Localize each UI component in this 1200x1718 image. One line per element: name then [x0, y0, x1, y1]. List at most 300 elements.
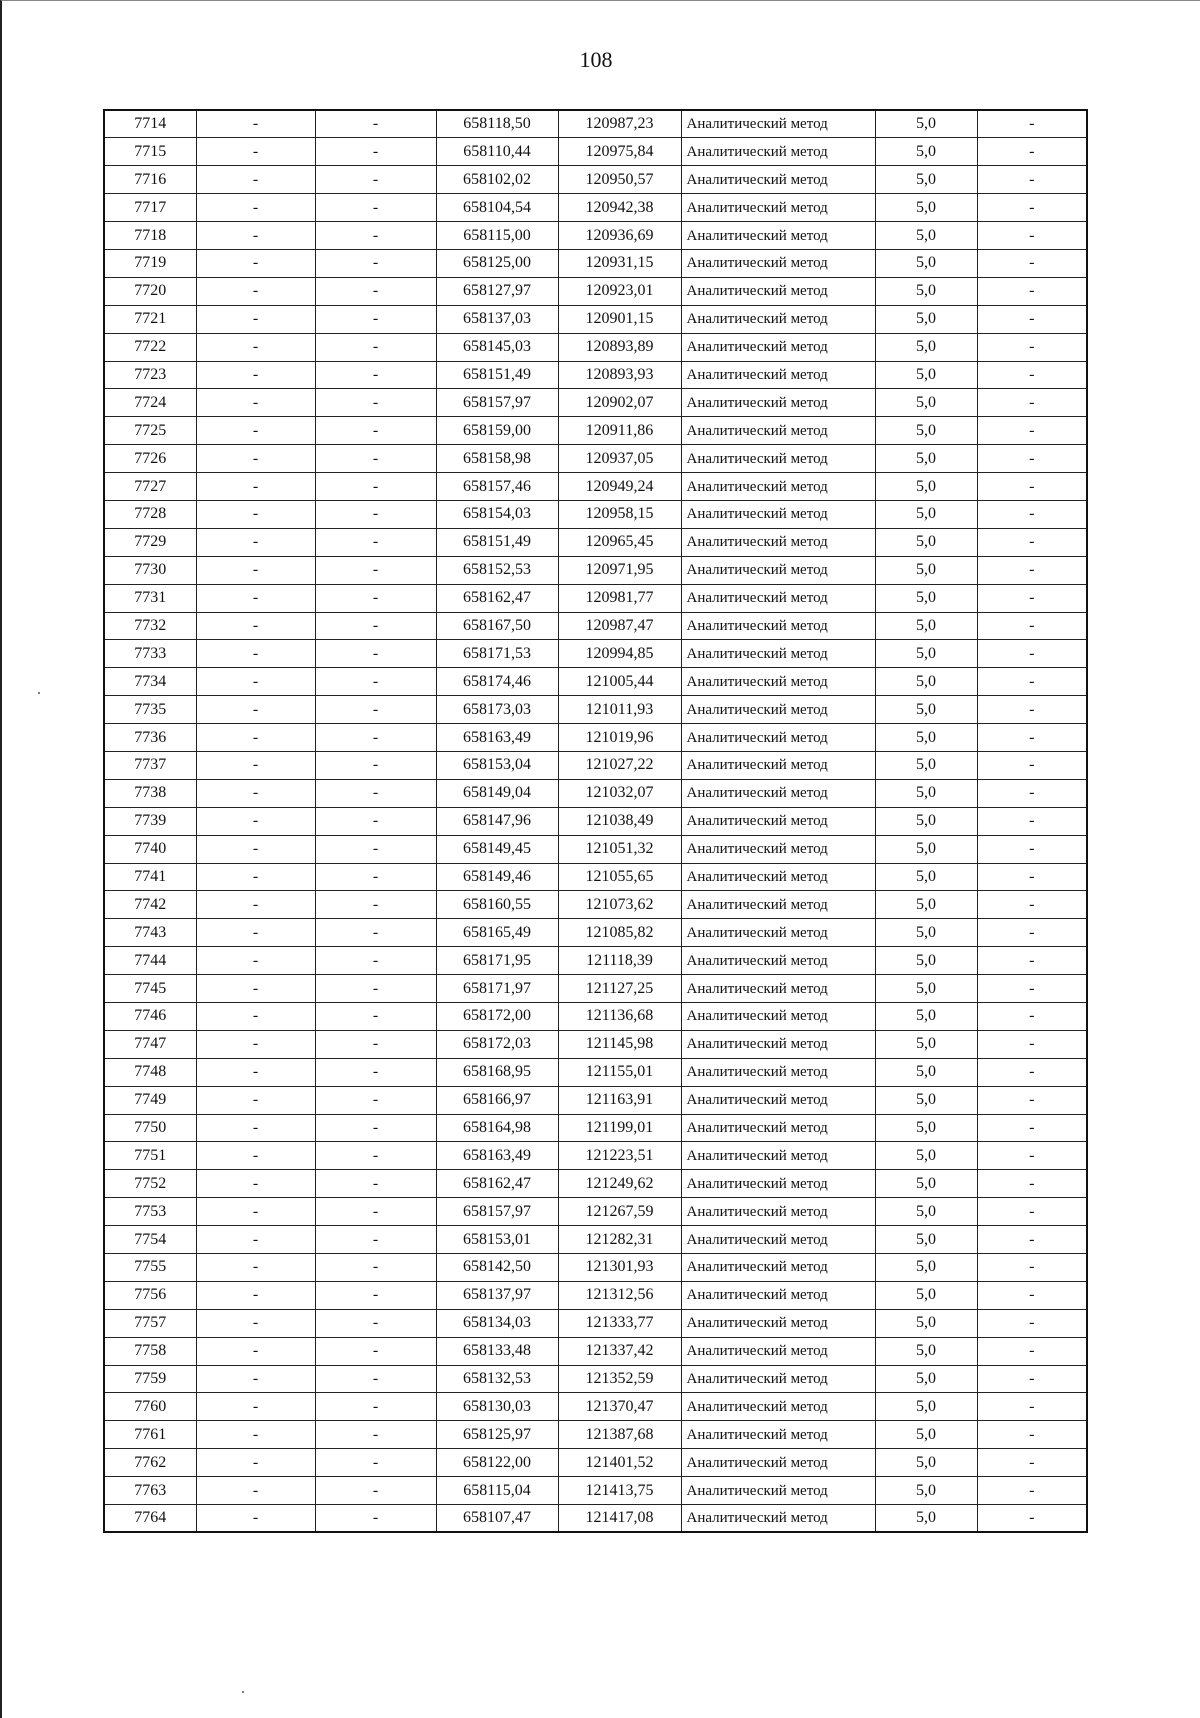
cell-coord-y: 121155,01	[558, 1058, 681, 1086]
cell-col-blank-2: -	[315, 556, 436, 584]
cell-col-blank-1: -	[196, 110, 315, 138]
cell-accuracy: 5,0	[875, 751, 977, 779]
cell-coord-x: 658151,49	[436, 528, 558, 556]
scan-speck	[242, 1691, 244, 1693]
table-row	[104, 1449, 1087, 1477]
table-row	[104, 417, 1087, 445]
cell-point-number: 7733	[104, 640, 196, 668]
cell-method: Аналитический метод	[681, 1058, 875, 1086]
cell-point-number: 7749	[104, 1086, 196, 1114]
cell-col-blank-3: -	[977, 528, 1087, 556]
cell-point-number: 7747	[104, 1030, 196, 1058]
cell-coord-y: 120893,93	[558, 361, 681, 389]
cell-coord-x: 658157,97	[436, 1198, 558, 1226]
cell-coord-y: 120936,69	[558, 222, 681, 250]
cell-col-blank-1: -	[196, 1226, 315, 1254]
cell-col-blank-1: -	[196, 445, 315, 473]
cell-method: Аналитический метод	[681, 1421, 875, 1449]
cell-accuracy: 5,0	[875, 473, 977, 501]
cell-col-blank-1: -	[196, 138, 315, 166]
cell-point-number: 7760	[104, 1393, 196, 1421]
cell-coord-y: 120923,01	[558, 277, 681, 305]
cell-coord-x: 658159,00	[436, 417, 558, 445]
cell-col-blank-1: -	[196, 696, 315, 724]
cell-col-blank-2: -	[315, 919, 436, 947]
cell-col-blank-3: -	[977, 807, 1087, 835]
cell-coord-y: 120949,24	[558, 473, 681, 501]
cell-coord-y: 120958,15	[558, 500, 681, 528]
cell-point-number: 7726	[104, 445, 196, 473]
cell-point-number: 7724	[104, 389, 196, 417]
cell-point-number: 7729	[104, 528, 196, 556]
cell-col-blank-3: -	[977, 445, 1087, 473]
cell-coord-y: 121312,56	[558, 1281, 681, 1309]
cell-coord-y: 121051,32	[558, 835, 681, 863]
cell-method: Аналитический метод	[681, 807, 875, 835]
cell-coord-x: 658132,53	[436, 1365, 558, 1393]
table-row	[104, 528, 1087, 556]
cell-method: Аналитический метод	[681, 668, 875, 696]
cell-col-blank-3: -	[977, 166, 1087, 194]
cell-coord-x: 658125,97	[436, 1421, 558, 1449]
cell-accuracy: 5,0	[875, 1058, 977, 1086]
table-row	[104, 1477, 1087, 1505]
cell-accuracy: 5,0	[875, 194, 977, 222]
cell-coord-x: 658122,00	[436, 1449, 558, 1477]
cell-col-blank-1: -	[196, 668, 315, 696]
cell-coord-x: 658172,03	[436, 1030, 558, 1058]
cell-method: Аналитический метод	[681, 249, 875, 277]
cell-coord-x: 658163,49	[436, 724, 558, 752]
cell-col-blank-3: -	[977, 1393, 1087, 1421]
cell-method: Аналитический метод	[681, 222, 875, 250]
cell-col-blank-2: -	[315, 724, 436, 752]
cell-coord-x: 658173,03	[436, 696, 558, 724]
cell-coord-x: 658118,50	[436, 110, 558, 138]
cell-col-blank-3: -	[977, 835, 1087, 863]
cell-coord-y: 121249,62	[558, 1170, 681, 1198]
cell-col-blank-2: -	[315, 891, 436, 919]
cell-method: Аналитический метод	[681, 473, 875, 501]
cell-col-blank-1: -	[196, 640, 315, 668]
cell-point-number: 7738	[104, 779, 196, 807]
cell-accuracy: 5,0	[875, 528, 977, 556]
cell-point-number: 7762	[104, 1449, 196, 1477]
cell-col-blank-1: -	[196, 222, 315, 250]
cell-point-number: 7735	[104, 696, 196, 724]
cell-col-blank-3: -	[977, 277, 1087, 305]
cell-method: Аналитический метод	[681, 500, 875, 528]
cell-coord-x: 658145,03	[436, 333, 558, 361]
cell-point-number: 7741	[104, 863, 196, 891]
cell-col-blank-2: -	[315, 1337, 436, 1365]
cell-method: Аналитический метод	[681, 1226, 875, 1254]
cell-col-blank-3: -	[977, 640, 1087, 668]
table-row	[104, 724, 1087, 752]
table-row	[104, 1281, 1087, 1309]
cell-coord-x: 658102,02	[436, 166, 558, 194]
cell-point-number: 7725	[104, 417, 196, 445]
cell-col-blank-1: -	[196, 1365, 315, 1393]
cell-point-number: 7758	[104, 1337, 196, 1365]
cell-col-blank-3: -	[977, 1281, 1087, 1309]
table-row	[104, 249, 1087, 277]
cell-coord-x: 658165,49	[436, 919, 558, 947]
cell-coord-y: 120965,45	[558, 528, 681, 556]
cell-coord-y: 120994,85	[558, 640, 681, 668]
cell-method: Аналитический метод	[681, 110, 875, 138]
cell-method: Аналитический метод	[681, 1393, 875, 1421]
cell-accuracy: 5,0	[875, 166, 977, 194]
cell-point-number: 7756	[104, 1281, 196, 1309]
cell-col-blank-1: -	[196, 1142, 315, 1170]
table-row	[104, 277, 1087, 305]
cell-col-blank-3: -	[977, 891, 1087, 919]
table-row	[104, 584, 1087, 612]
cell-col-blank-2: -	[315, 277, 436, 305]
table-row	[104, 863, 1087, 891]
cell-method: Аналитический метод	[681, 138, 875, 166]
cell-method: Аналитический метод	[681, 333, 875, 361]
cell-coord-x: 658158,98	[436, 445, 558, 473]
cell-accuracy: 5,0	[875, 556, 977, 584]
cell-coord-y: 120942,38	[558, 194, 681, 222]
cell-accuracy: 5,0	[875, 668, 977, 696]
cell-point-number: 7764	[104, 1505, 196, 1533]
cell-col-blank-3: -	[977, 779, 1087, 807]
table-row	[104, 222, 1087, 250]
table-row	[104, 1226, 1087, 1254]
cell-col-blank-3: -	[977, 1421, 1087, 1449]
cell-accuracy: 5,0	[875, 445, 977, 473]
cell-col-blank-2: -	[315, 1198, 436, 1226]
cell-coord-x: 658125,00	[436, 249, 558, 277]
cell-col-blank-2: -	[315, 863, 436, 891]
cell-coord-y: 121011,93	[558, 696, 681, 724]
cell-col-blank-3: -	[977, 1003, 1087, 1031]
cell-col-blank-1: -	[196, 1421, 315, 1449]
table-row	[104, 1058, 1087, 1086]
cell-coord-y: 121027,22	[558, 751, 681, 779]
cell-accuracy: 5,0	[875, 696, 977, 724]
cell-method: Аналитический метод	[681, 1003, 875, 1031]
cell-col-blank-2: -	[315, 1421, 436, 1449]
cell-col-blank-1: -	[196, 863, 315, 891]
cell-method: Аналитический метод	[681, 1365, 875, 1393]
cell-method: Аналитический метод	[681, 417, 875, 445]
cell-method: Аналитический метод	[681, 1142, 875, 1170]
cell-col-blank-1: -	[196, 249, 315, 277]
table-row	[104, 445, 1087, 473]
cell-coord-x: 658149,04	[436, 779, 558, 807]
table-row	[104, 1337, 1087, 1365]
cell-accuracy: 5,0	[875, 807, 977, 835]
cell-col-blank-2: -	[315, 249, 436, 277]
cell-col-blank-1: -	[196, 1058, 315, 1086]
cell-accuracy: 5,0	[875, 779, 977, 807]
cell-point-number: 7739	[104, 807, 196, 835]
table-row	[104, 612, 1087, 640]
cell-col-blank-1: -	[196, 1003, 315, 1031]
cell-point-number: 7757	[104, 1309, 196, 1337]
cell-col-blank-3: -	[977, 249, 1087, 277]
cell-col-blank-3: -	[977, 500, 1087, 528]
cell-col-blank-3: -	[977, 1058, 1087, 1086]
cell-col-blank-3: -	[977, 751, 1087, 779]
cell-col-blank-3: -	[977, 194, 1087, 222]
cell-coord-x: 658115,00	[436, 222, 558, 250]
cell-col-blank-2: -	[315, 947, 436, 975]
cell-accuracy: 5,0	[875, 1309, 977, 1337]
cell-col-blank-1: -	[196, 835, 315, 863]
cell-col-blank-3: -	[977, 1114, 1087, 1142]
table-row	[104, 751, 1087, 779]
cell-coord-x: 658149,45	[436, 835, 558, 863]
cell-coord-x: 658110,44	[436, 138, 558, 166]
cell-col-blank-2: -	[315, 110, 436, 138]
cell-coord-y: 121387,68	[558, 1421, 681, 1449]
cell-coord-y: 121417,08	[558, 1505, 681, 1533]
cell-col-blank-2: -	[315, 1142, 436, 1170]
cell-method: Аналитический метод	[681, 1114, 875, 1142]
cell-point-number: 7736	[104, 724, 196, 752]
cell-method: Аналитический метод	[681, 696, 875, 724]
cell-point-number: 7750	[104, 1114, 196, 1142]
cell-accuracy: 5,0	[875, 417, 977, 445]
cell-method: Аналитический метод	[681, 1505, 875, 1533]
cell-col-blank-2: -	[315, 528, 436, 556]
cell-col-blank-2: -	[315, 668, 436, 696]
cell-col-blank-2: -	[315, 696, 436, 724]
cell-method: Аналитический метод	[681, 277, 875, 305]
cell-col-blank-2: -	[315, 1281, 436, 1309]
cell-col-blank-3: -	[977, 1505, 1087, 1533]
cell-accuracy: 5,0	[875, 277, 977, 305]
cell-col-blank-3: -	[977, 863, 1087, 891]
cell-method: Аналитический метод	[681, 389, 875, 417]
cell-coord-x: 658147,96	[436, 807, 558, 835]
cell-col-blank-2: -	[315, 500, 436, 528]
table-row	[104, 835, 1087, 863]
table-row	[104, 194, 1087, 222]
cell-coord-x: 658130,03	[436, 1393, 558, 1421]
cell-accuracy: 5,0	[875, 1505, 977, 1533]
table-row	[104, 110, 1087, 138]
table-row	[104, 1142, 1087, 1170]
cell-col-blank-2: -	[315, 166, 436, 194]
cell-col-blank-3: -	[977, 305, 1087, 333]
cell-col-blank-3: -	[977, 361, 1087, 389]
cell-col-blank-2: -	[315, 751, 436, 779]
cell-accuracy: 5,0	[875, 724, 977, 752]
cell-point-number: 7744	[104, 947, 196, 975]
cell-col-blank-2: -	[315, 389, 436, 417]
cell-col-blank-2: -	[315, 1309, 436, 1337]
cell-coord-y: 121136,68	[558, 1003, 681, 1031]
cell-col-blank-2: -	[315, 1449, 436, 1477]
table-row	[104, 1393, 1087, 1421]
cell-accuracy: 5,0	[875, 110, 977, 138]
cell-coord-x: 658157,97	[436, 389, 558, 417]
cell-point-number: 7714	[104, 110, 196, 138]
cell-col-blank-1: -	[196, 305, 315, 333]
cell-col-blank-1: -	[196, 779, 315, 807]
cell-accuracy: 5,0	[875, 1003, 977, 1031]
cell-col-blank-3: -	[977, 696, 1087, 724]
cell-accuracy: 5,0	[875, 1254, 977, 1282]
cell-coord-y: 121199,01	[558, 1114, 681, 1142]
cell-col-blank-2: -	[315, 584, 436, 612]
cell-method: Аналитический метод	[681, 361, 875, 389]
cell-coord-y: 120937,05	[558, 445, 681, 473]
cell-method: Аналитический метод	[681, 1281, 875, 1309]
cell-coord-x: 658168,95	[436, 1058, 558, 1086]
cell-col-blank-3: -	[977, 1226, 1087, 1254]
cell-method: Аналитический метод	[681, 1086, 875, 1114]
cell-col-blank-1: -	[196, 724, 315, 752]
table-row	[104, 640, 1087, 668]
table-row	[104, 1254, 1087, 1282]
cell-coord-x: 658167,50	[436, 612, 558, 640]
cell-method: Аналитический метод	[681, 724, 875, 752]
table-row	[104, 333, 1087, 361]
cell-coord-y: 121055,65	[558, 863, 681, 891]
cell-col-blank-1: -	[196, 1449, 315, 1477]
cell-col-blank-2: -	[315, 807, 436, 835]
cell-coord-x: 658151,49	[436, 361, 558, 389]
cell-coord-y: 121352,59	[558, 1365, 681, 1393]
table-row	[104, 696, 1087, 724]
cell-point-number: 7715	[104, 138, 196, 166]
cell-method: Аналитический метод	[681, 1030, 875, 1058]
cell-coord-x: 658162,47	[436, 1170, 558, 1198]
table-row	[104, 556, 1087, 584]
cell-coord-x: 658142,50	[436, 1254, 558, 1282]
cell-method: Аналитический метод	[681, 751, 875, 779]
cell-col-blank-1: -	[196, 891, 315, 919]
coordinates-table	[103, 109, 1088, 1533]
cell-col-blank-1: -	[196, 807, 315, 835]
cell-accuracy: 5,0	[875, 1393, 977, 1421]
cell-accuracy: 5,0	[875, 1030, 977, 1058]
table-row	[104, 919, 1087, 947]
cell-point-number: 7722	[104, 333, 196, 361]
table-row	[104, 668, 1087, 696]
cell-col-blank-1: -	[196, 500, 315, 528]
cell-coord-y: 120911,86	[558, 417, 681, 445]
cell-col-blank-2: -	[315, 305, 436, 333]
table-row	[104, 361, 1087, 389]
cell-col-blank-2: -	[315, 1505, 436, 1533]
table-row	[104, 389, 1087, 417]
cell-col-blank-1: -	[196, 277, 315, 305]
cell-point-number: 7720	[104, 277, 196, 305]
cell-method: Аналитический метод	[681, 612, 875, 640]
cell-col-blank-1: -	[196, 556, 315, 584]
cell-col-blank-2: -	[315, 1114, 436, 1142]
cell-coord-x: 658166,97	[436, 1086, 558, 1114]
cell-coord-y: 120902,07	[558, 389, 681, 417]
cell-col-blank-3: -	[977, 417, 1087, 445]
cell-coord-y: 121401,52	[558, 1449, 681, 1477]
cell-col-blank-3: -	[977, 1086, 1087, 1114]
cell-col-blank-1: -	[196, 975, 315, 1003]
cell-coord-x: 658153,04	[436, 751, 558, 779]
cell-coord-x: 658160,55	[436, 891, 558, 919]
cell-method: Аналитический метод	[681, 1449, 875, 1477]
cell-col-blank-2: -	[315, 1254, 436, 1282]
cell-col-blank-3: -	[977, 1198, 1087, 1226]
cell-point-number: 7746	[104, 1003, 196, 1031]
cell-col-blank-3: -	[977, 333, 1087, 361]
table-row	[104, 500, 1087, 528]
cell-accuracy: 5,0	[875, 1086, 977, 1114]
cell-point-number: 7727	[104, 473, 196, 501]
cell-point-number: 7754	[104, 1226, 196, 1254]
cell-accuracy: 5,0	[875, 919, 977, 947]
cell-coord-x: 658171,95	[436, 947, 558, 975]
cell-method: Аналитический метод	[681, 528, 875, 556]
cell-accuracy: 5,0	[875, 891, 977, 919]
cell-method: Аналитический метод	[681, 835, 875, 863]
cell-col-blank-1: -	[196, 1309, 315, 1337]
cell-coord-y: 121019,96	[558, 724, 681, 752]
cell-coord-y: 121005,44	[558, 668, 681, 696]
cell-col-blank-1: -	[196, 417, 315, 445]
cell-col-blank-3: -	[977, 1030, 1087, 1058]
table-row	[104, 138, 1087, 166]
cell-col-blank-1: -	[196, 612, 315, 640]
cell-coord-y: 121038,49	[558, 807, 681, 835]
cell-accuracy: 5,0	[875, 584, 977, 612]
cell-coord-y: 121282,31	[558, 1226, 681, 1254]
cell-point-number: 7752	[104, 1170, 196, 1198]
cell-col-blank-1: -	[196, 1086, 315, 1114]
cell-col-blank-2: -	[315, 640, 436, 668]
cell-col-blank-2: -	[315, 138, 436, 166]
cell-col-blank-2: -	[315, 361, 436, 389]
table-row	[104, 473, 1087, 501]
cell-col-blank-1: -	[196, 919, 315, 947]
cell-method: Аналитический метод	[681, 891, 875, 919]
cell-accuracy: 5,0	[875, 947, 977, 975]
cell-col-blank-1: -	[196, 1030, 315, 1058]
cell-coord-y: 120987,23	[558, 110, 681, 138]
cell-point-number: 7740	[104, 835, 196, 863]
cell-accuracy: 5,0	[875, 835, 977, 863]
cell-col-blank-1: -	[196, 1337, 315, 1365]
cell-method: Аналитический метод	[681, 1198, 875, 1226]
cell-col-blank-1: -	[196, 389, 315, 417]
cell-col-blank-3: -	[977, 1337, 1087, 1365]
cell-accuracy: 5,0	[875, 1198, 977, 1226]
table-row	[104, 1198, 1087, 1226]
cell-col-blank-2: -	[315, 1003, 436, 1031]
cell-method: Аналитический метод	[681, 975, 875, 1003]
cell-accuracy: 5,0	[875, 1281, 977, 1309]
cell-accuracy: 5,0	[875, 1114, 977, 1142]
cell-col-blank-3: -	[977, 975, 1087, 1003]
cell-col-blank-2: -	[315, 222, 436, 250]
cell-coord-x: 658107,47	[436, 1505, 558, 1533]
cell-coord-x: 658171,53	[436, 640, 558, 668]
cell-point-number: 7728	[104, 500, 196, 528]
cell-col-blank-3: -	[977, 1309, 1087, 1337]
cell-coord-y: 121413,75	[558, 1477, 681, 1505]
cell-coord-y: 121073,62	[558, 891, 681, 919]
cell-point-number: 7719	[104, 249, 196, 277]
table-row	[104, 1170, 1087, 1198]
